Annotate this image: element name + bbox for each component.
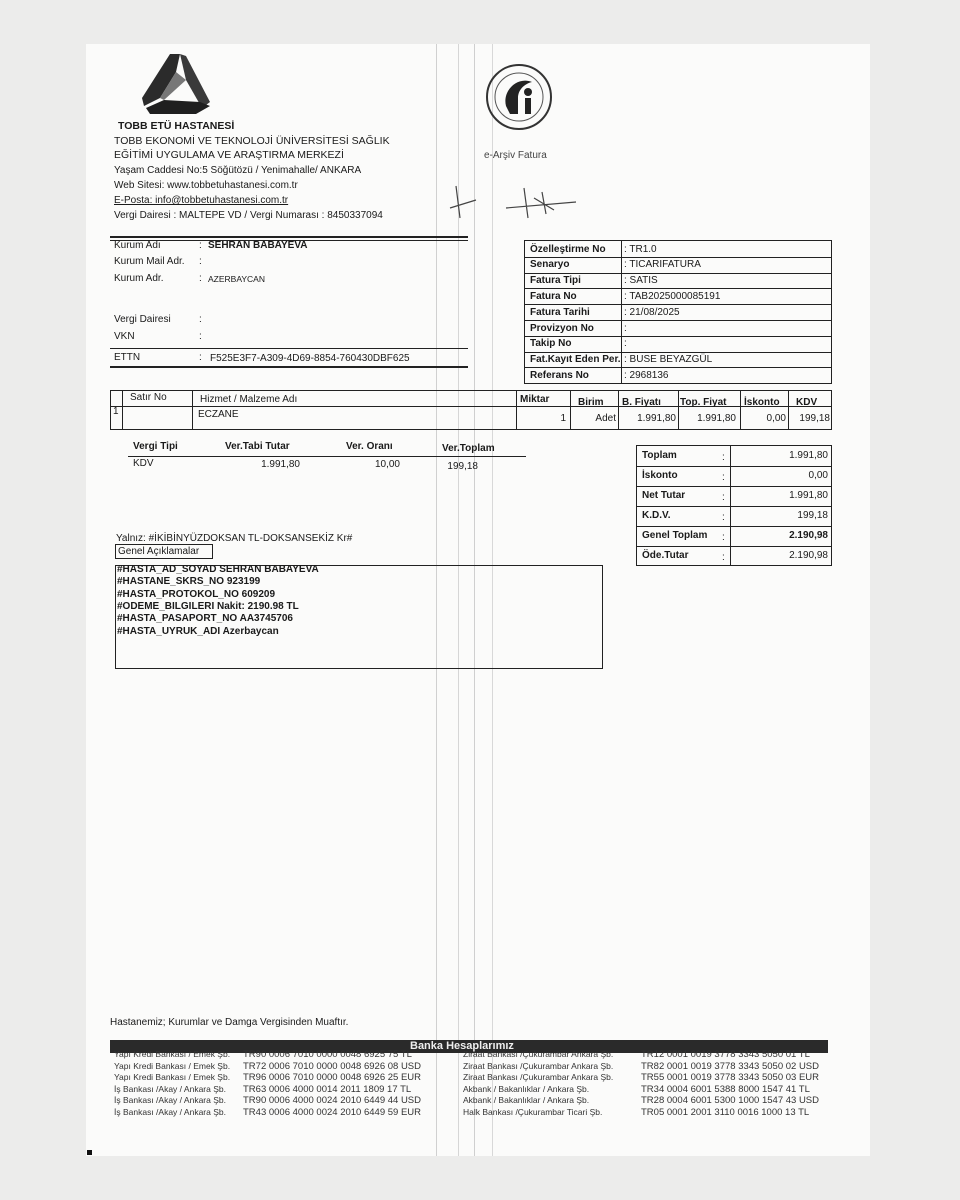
signature (446, 178, 586, 228)
header-birim: Birim (578, 397, 604, 408)
totals-sep: : (722, 492, 725, 503)
bank-iban: TR05 0001 2001 3110 0016 1000 13 TL (641, 1107, 810, 1118)
bank-name: Ziraat Bankası /Çukurambar Ankara Şb. (463, 1049, 614, 1059)
customer-sep-mail: : (199, 256, 202, 267)
invoice-info-value: : 21/08/2025 (624, 306, 680, 318)
tobb-etu-logo (140, 50, 216, 118)
row-miktar: 1 (560, 413, 566, 424)
bank-name: Ziraat Bankası /Çukurambar Ankara Şb. (463, 1060, 614, 1071)
invoice-info-value: : TAB2025000085191 (624, 290, 721, 302)
company-name-line1: TOBB EKONOMİ VE TEKNOLOJİ ÜNİVERSİTESİ SAĞLIK (114, 135, 390, 147)
customer-ettn: F525E3F7-A309-4D69-8854-760430DBF625 (210, 353, 410, 364)
totals-value: 199,18 (797, 510, 828, 521)
tax-header-toplam: Ver.Toplam (442, 443, 495, 454)
invoice-info-label: Takip No (530, 338, 572, 350)
bank-name: İş Bankası /Akay / Ankara Şb. (114, 1095, 226, 1106)
header-hizmet: Hizmet / Malzeme Adı (200, 394, 298, 405)
note-line: #HASTANE_SKRS_NO 923199 (117, 576, 261, 588)
invoice-info-value: : (624, 322, 627, 334)
bank-name: Yapı Kredi Bankası / Emek Şb. (114, 1060, 231, 1071)
bank-name: Halk Bankası /Çukurambar Ticari Şb. (463, 1107, 603, 1117)
customer-label-taxoffice: Vergi Dairesi (114, 314, 171, 325)
invoice-info-label: Provizyon No (530, 322, 594, 334)
totals-sep: : (722, 452, 725, 463)
bank-iban: TR82 0001 0019 3778 3343 5050 02 USD (641, 1060, 819, 1072)
company-tax-info: Vergi Dairesi : MALTEPE VD / Vergi Numarası : 8450337094 (114, 210, 383, 221)
note-line: #ODEME_BILGILERI Nakit: 2190.98 TL (117, 600, 299, 612)
invoice-info-value: : BUSE BEYAZGÜL (624, 354, 713, 366)
totals-label: Net Tutar (642, 490, 686, 501)
invoice-info-value: : TICARIFATURA (624, 259, 701, 271)
bank-name: İş Bankası /Akay / Ankara Şb. (114, 1107, 226, 1117)
totals-value: 2.190,98 (789, 550, 828, 561)
bank-name: Ziraat Bankası /Çukurambar Ankara Şb. (463, 1072, 614, 1083)
totals-value: 1.991,80 (789, 450, 828, 461)
bank-iban: TR63 0006 4000 0014 2011 1809 17 TL (243, 1083, 412, 1095)
items-col-sep (570, 390, 571, 430)
customer-label-ettn: ETTN (114, 352, 141, 363)
totals-label: Genel Toplam (642, 530, 708, 541)
totals-label: Toplam (642, 450, 677, 461)
bank-name: Yapı Kredi Bankası / Emek Şb. (114, 1049, 231, 1059)
bank-iban: TR90 0006 4000 0024 2010 6449 44 USD (243, 1095, 421, 1107)
bank-accounts-title: Banka Hesaplarımız (410, 1040, 514, 1052)
notes-title: Genel Açıklamalar (118, 546, 200, 557)
tax-header-oran: Ver. Oranı (346, 441, 393, 452)
company-logo-name: TOBB ETÜ HASTANESİ (118, 120, 235, 132)
amount-in-words: Yalnız: #İKİBİNYÜZDOKSAN TL-DOKSANSEKİZ Kr# (116, 533, 353, 544)
bank-name: Akbank / Bakanlıklar / Ankara Şb. (463, 1095, 590, 1106)
totals-row-rule (637, 466, 831, 467)
invoice-info-label: Fat.Kayıt Eden Per. (530, 354, 621, 366)
totals-value: 2.190,98 (789, 530, 828, 541)
bank-iban: TR90 0006 7010 0000 0048 6925 75 TL (243, 1049, 412, 1060)
bank-iban: TR34 0004 6001 5388 8000 1547 41 TL (641, 1083, 810, 1095)
invoice-info-label: Fatura Tarihi (530, 306, 590, 318)
invoice-info-divider (621, 241, 622, 383)
note-line: #HASTA_PROTOKOL_NO 609209 (117, 588, 276, 600)
totals-label: İskonto (642, 470, 678, 481)
totals-row-rule (637, 506, 831, 507)
tax-header-tabi: Ver.Tabi Tutar (225, 441, 290, 452)
totals-value: 0,00 (808, 470, 828, 481)
totals-sep: : (722, 512, 725, 523)
invoice-info-label: Senaryo (530, 259, 570, 271)
bank-name: İş Bankası /Akay / Ankara Şb. (114, 1083, 226, 1094)
totals-row-rule (637, 486, 831, 487)
bank-iban: TR28 0004 6001 5300 1000 1547 43 USD (641, 1095, 819, 1107)
row-hizmet: ECZANE (198, 409, 239, 420)
note-line: #HASTA_UYRUK_ADI Azerbaycan (117, 625, 279, 637)
totals-row-rule (637, 546, 831, 547)
scan-mark (87, 1150, 92, 1155)
row-kdv: 199,18 (799, 413, 830, 424)
bank-name: Akbank / Bakanlıklar / Ankara Şb. (463, 1083, 590, 1094)
items-col-sep (740, 390, 741, 430)
items-col-sep (516, 390, 517, 430)
items-col-sep (618, 390, 619, 430)
tax-row-toplam: 199,18 (447, 461, 478, 472)
row-birim: Adet (595, 413, 616, 424)
company-web: Web Sitesi: www.tobbetuhastanesi.com.tr (114, 180, 298, 191)
invoice-info-label: Özelleştirme No (530, 243, 606, 255)
totals-row-rule (637, 526, 831, 527)
exemption-note: Hastanemiz; Kurumlar ve Damga Vergisinden Muaftır. (110, 1017, 349, 1028)
items-col-sep (122, 390, 123, 430)
earsiv-label: e-Arşiv Fatura (484, 150, 547, 161)
note-line: #HASTA_PASAPORT_NO AA3745706 (117, 613, 293, 625)
bank-iban: TR72 0006 7010 0000 0048 6926 08 USD (243, 1060, 421, 1072)
customer-sep-ettn: : (199, 352, 202, 363)
customer-top-rule (110, 236, 468, 238)
items-col-sep (192, 390, 193, 430)
customer-sep-taxoffice: : (199, 314, 202, 325)
items-col-sep (678, 390, 679, 430)
bank-name: Yapı Kredi Bankası / Emek Şb. (114, 1072, 231, 1083)
header-iskonto: İskonto (744, 397, 780, 408)
header-bfiyat: B. Fiyatı (622, 397, 661, 408)
tax-row-tabi: 1.991,80 (261, 459, 300, 470)
company-email[interactable]: E-Posta: info@tobbetuhastanesi.com.tr (114, 195, 289, 206)
ettn-bottom-rule (110, 366, 468, 368)
customer-label-vkn: VKN (114, 331, 135, 342)
totals-label: Öde.Tutar (642, 550, 689, 561)
ettn-top-rule (110, 348, 468, 349)
note-line: #HASTA_AD_SOYAD SEHRAN BABAYEVA (117, 564, 319, 575)
gib-seal (484, 62, 554, 132)
row-iskonto: 0,00 (766, 413, 786, 424)
invoice-info-value: : 2968136 (624, 369, 669, 381)
invoice-info-value: : (624, 338, 627, 350)
totals-label: K.D.V. (642, 510, 671, 521)
customer-label-name: Kurum Adı (114, 240, 161, 251)
company-name-line2: EĞİTİMİ UYGULAMA VE ARAŞTIRMA MERKEZİ (114, 149, 344, 161)
header-satir-no: Satır No (130, 392, 167, 403)
tax-row-oran: 10,00 (374, 459, 400, 470)
header-kdv: KDV (796, 397, 818, 408)
customer-sep-vkn: : (199, 331, 202, 342)
invoice-info-label: Fatura Tipi (530, 275, 581, 287)
customer-sep-name: : (199, 240, 202, 251)
header-miktar: Miktar (520, 394, 550, 405)
totals-sep: : (722, 472, 725, 483)
row-topfiyat: 1.991,80 (697, 413, 736, 424)
totals-sep: : (722, 552, 725, 563)
tax-row-tip: KDV (133, 458, 154, 469)
customer-label-mail: Kurum Mail Adr. (114, 256, 185, 267)
totals-sep: : (722, 532, 725, 543)
tax-header-rule (128, 456, 526, 457)
bank-iban: TR12 0001 0019 3778 3343 5050 01 TL (641, 1049, 810, 1060)
tax-header-tip: Vergi Tipi (133, 441, 178, 452)
invoice-info-value: : SATIS (624, 275, 658, 287)
customer-sep-address: : (199, 273, 202, 284)
header-topfiyat: Top. Fiyat (680, 397, 727, 408)
bank-iban: TR96 0006 7010 0000 0048 6926 25 EUR (243, 1072, 421, 1084)
row-satir: 1 (113, 406, 119, 417)
bank-iban: TR43 0006 4000 0024 2010 6449 59 EUR (243, 1107, 421, 1118)
totals-value: 1.991,80 (789, 490, 828, 501)
company-address: Yaşam Caddesi No:5 Söğütözü / Yenimahalle/ ANKARA (114, 165, 362, 176)
customer-address: AZERBAYCAN (208, 274, 265, 284)
items-col-sep (788, 390, 789, 430)
invoice-info-value: : TR1.0 (624, 243, 657, 255)
invoice-info-label: Fatura No (530, 290, 577, 302)
invoice-info-label: Referans No (530, 369, 589, 381)
customer-label-address: Kurum Adr. (114, 273, 164, 284)
row-bfiyat: 1.991,80 (637, 413, 676, 424)
bank-iban: TR55 0001 0019 3778 3343 5050 03 EUR (641, 1072, 819, 1084)
customer-name: SEHRAN BABAYEVA (208, 240, 308, 251)
